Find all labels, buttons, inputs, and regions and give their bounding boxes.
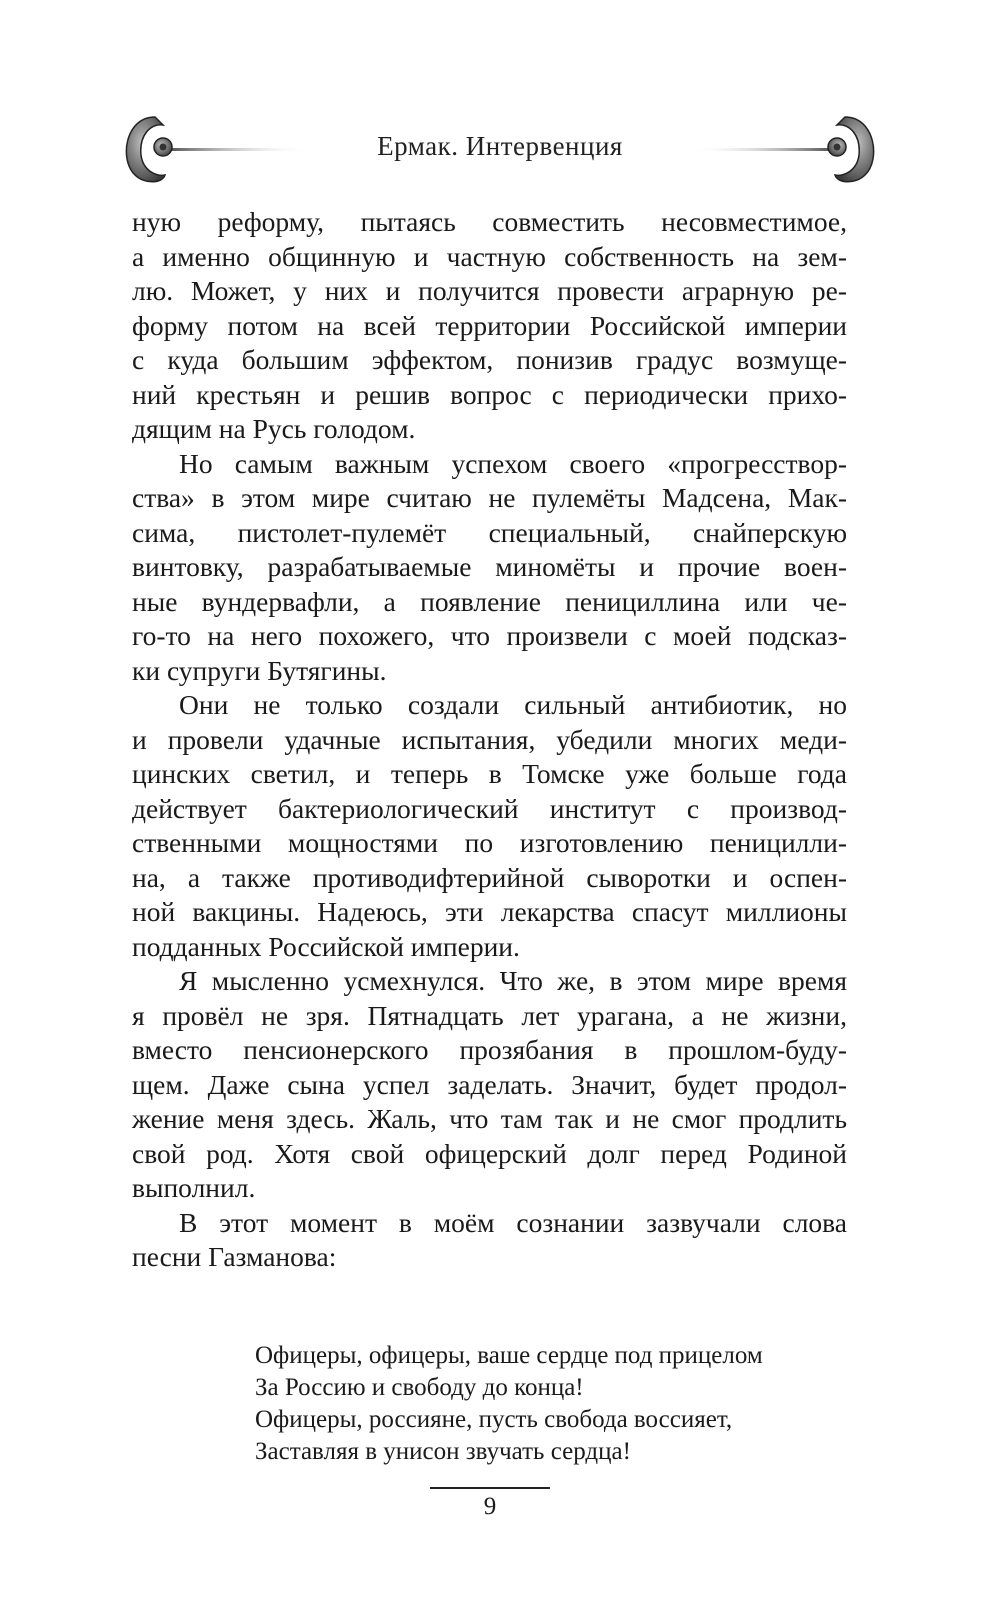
right-ornament-icon bbox=[585, 105, 885, 195]
text-line: щем. Даже сына успел заделать. Значит, будет продол- bbox=[132, 1068, 847, 1100]
paragraph bbox=[132, 205, 847, 447]
page-number: 9 bbox=[483, 1493, 497, 1520]
text-line: ства» в этом мире считаю не пулемёты Мадсена, Мак- bbox=[132, 482, 847, 513]
text-line: вместо пенсионерского прозябания в прошлом-буду- bbox=[132, 1034, 847, 1065]
text-line: я провёл не зря. Пятнадцать лет урагана, а не жизни, bbox=[132, 999, 847, 1031]
text-line: ной вакцины. Надеюсь, эти лекарства спасут миллионы bbox=[132, 896, 847, 927]
text-line: ные вундервафли, а появление пенициллина или че- bbox=[132, 585, 847, 617]
text-line: форму потом на всей территории Российской империи bbox=[132, 309, 847, 341]
paragraph bbox=[132, 447, 847, 689]
text-line: и провели удачные испытания, убедили многих меди- bbox=[132, 723, 847, 755]
text-line: го-то на него похожего, что произвели с моей подсказ- bbox=[132, 620, 847, 651]
text-line: ственными мощностями по изготовлению пеницилли- bbox=[132, 827, 847, 858]
text-line: сима, пистолет-пулемёт специальный, снайперскую bbox=[132, 516, 847, 548]
text-line: выполнил. bbox=[132, 1172, 256, 1203]
text-line: Я мысленно усмехнулся. Что же, в этом мире время bbox=[179, 965, 847, 996]
text-line: Они не только создали сильный антибиотик, но bbox=[179, 689, 847, 720]
verse-line: Заставляя в унисон звучать сердца! bbox=[255, 1438, 631, 1465]
text-line: действует бактериологический институт с производ- bbox=[132, 792, 847, 824]
text-line: с куда большим эффектом, понизив градус возмуще- bbox=[132, 344, 847, 375]
verse-line: Офицеры, офицеры, ваше сердце под прицелом bbox=[255, 1342, 763, 1369]
paragraph bbox=[132, 1206, 847, 1275]
body-text bbox=[132, 205, 847, 1275]
folio-rule bbox=[430, 1487, 550, 1489]
text-line: винтовку, разрабатываемые миномёты и прочие воен- bbox=[132, 551, 847, 582]
text-line: свой род. Хотя свой офицерский долг перед Родиной bbox=[132, 1137, 847, 1169]
text-line: песни Газманова: bbox=[132, 1241, 337, 1272]
text-line: ную реформу, пытаясь совместить несовместимое, bbox=[132, 206, 847, 237]
text-line: а именно общинную и частную собственность на зем- bbox=[132, 240, 847, 272]
song-verse bbox=[255, 1340, 875, 1468]
text-line: ки супруги Бутягины. bbox=[132, 654, 387, 686]
paragraph bbox=[132, 964, 847, 1206]
text-line: ний крестьян и решив вопрос с периодически прихо- bbox=[132, 378, 847, 410]
text-line: на, а также противодифтерийной сыворотки и оспен- bbox=[132, 861, 847, 893]
paragraph bbox=[132, 688, 847, 964]
running-header-title: Ермак. Интервенция bbox=[377, 131, 623, 161]
text-line: Но самым важным успехом своего «прогресствор- bbox=[179, 447, 847, 479]
text-line: жение меня здесь. Жаль, что там так и не смог продлить bbox=[132, 1103, 847, 1134]
text-line: подданных Российской империи. bbox=[132, 930, 520, 962]
verse-line: Офицеры, россияне, пусть свобода воссияет, bbox=[255, 1406, 733, 1433]
verse-line: За Россию и свободу до конца! bbox=[255, 1374, 584, 1401]
text-line: В этот момент в моём сознании зазвучали слова bbox=[179, 1206, 847, 1238]
text-line: дящим на Русь голодом. bbox=[132, 413, 416, 444]
text-line: цинских светил, и теперь в Томске уже больше года bbox=[132, 758, 847, 789]
running-header bbox=[0, 95, 1000, 205]
text-line: лю. Может, у них и получится провести аграрную ре- bbox=[132, 275, 847, 306]
